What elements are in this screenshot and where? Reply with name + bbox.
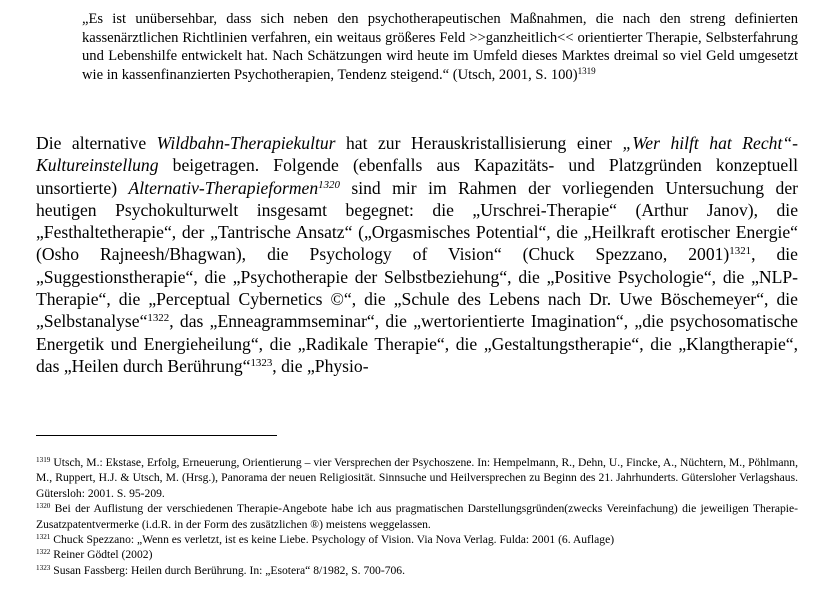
body-italic: Wildbahn-Therapiekultur bbox=[156, 133, 336, 153]
body-text: , die „Suggestionstherapie“, die „Psychotherapie der Selbstbeziehung“, die „Positive Psychologie“, die „NLP-Therapie“, die „Perceptual Cybernetics ©“, die „Schule des Lebens nach Dr. Uwe Böschemeyer“, die „Selbstanalyse“ bbox=[36, 244, 798, 332]
footnotes bbox=[36, 455, 798, 578]
footnote-separator bbox=[36, 435, 277, 436]
body-italic: Alternativ-Therapieformen bbox=[128, 177, 319, 198]
body-text: beigetragen. Folgende (ebenfalls aus Kapazitäts- und Platzgründen konzeptuell unsortierte) bbox=[36, 155, 798, 198]
block-quote bbox=[82, 10, 798, 84]
footnote-number: 1319 bbox=[36, 456, 51, 465]
body-text: sind mir im Rahmen der vorliegenden Untersuchung der heutigen Psychokulturwelt insgesamt begegnet: die „Urschrei-Therapie“ (Arthur Janov), die „Festhaltetherapie“, der „Tantrische Ansatz“ („Orgasmisches Potential“, die „Heilkraft erotischer Energie“ (Osho Rajneesh/Bhagwan), die Psychology of Vision“ (Chuck Spezzano, 2001) bbox=[36, 177, 798, 265]
footnote-text: Bei der Auflistung der verschiedenen Therapie-Angebote habe ich aus pragmatischen Darstellungsgründen(zwecks Vereinfachung) die jeweiligen Therapie-Zusatzpatentvermerke (i.d.R. in der Form des zusätzlichen ®) meistens weggelassen. bbox=[36, 502, 798, 531]
footnote bbox=[36, 455, 798, 501]
footnote-ref-1320[interactable] bbox=[318, 179, 340, 191]
footnote-text: Susan Fassberg: Heilen durch Berührung. In: „Esotera“ 8/1982, S. 700-706. bbox=[50, 563, 405, 577]
footnote bbox=[36, 532, 798, 547]
footnote-ref-1322[interactable]: 1322 bbox=[147, 312, 170, 325]
footnote-number: 1322 bbox=[36, 548, 51, 557]
footnote-text: Chuck Spezzano: „Wenn es verletzt, ist es keine Liebe. Psychology of Vision. Via Nova Verlag. Fulda: 2001 (6. Auflage) bbox=[50, 533, 615, 547]
footnote-ref-1321[interactable]: 1321 bbox=[729, 245, 752, 258]
body-text: hat zur Herauskristallisierung einer bbox=[335, 133, 623, 153]
footnote bbox=[36, 547, 798, 562]
quote-text: „Es ist unübersehbar, dass sich neben den psychotherapeutischen Maßnahmen, die nach den streng definierten kassenärztlichen Richtlinien verfahren, ein weitaus größeres Feld >>ganzheitlich<< orientierter Therapie, Selbsterfahrung und Lebenshilfe entwickelt hat. Nach Schätzungen wird heute im Umfeld dieses Marktes dreimal so viel Geld umgesetzt wie in kassenfinanzierten Psychotherapien, Tendenz steigend.“ (Utsch, 2001, S. 100) bbox=[82, 11, 798, 83]
body-text: , das „Enneagrammseminar“, die „wertorientierte Imagination“, „die psychosomatische Energetik und Energieheilung“, die „Radikale Therapie“, die „Gestaltungstherapie“, die „Klangtherapie“, das „Heilen durch Berührung“ bbox=[36, 311, 798, 376]
body-paragraph bbox=[36, 132, 798, 377]
footnote-text: Utsch, M.: Ekstase, Erfolg, Erneuerung, Orientierung – vier Versprechen der Psychoszene. In: Hempelmann, R., Dehn, U., Fincke, A., Nüchtern, M., Pöhlmann, M., Ruppert, H.J. & Utsch, M. (Hrsg.), Panorama der neuen Religiosität. Sinnsuche und Heilversprechen zu Beginn des 21. Jahrhunderts. Gütersloher Verlagshaus. Gütersloh: 2001. S. 95-209. bbox=[36, 456, 798, 500]
body-italic: „Wer hilft hat Recht“-Kultureinstellung bbox=[36, 133, 798, 176]
footnote-number: 1323 bbox=[36, 563, 51, 572]
body-text: Die alternative bbox=[36, 133, 157, 153]
footnote-ref-1323[interactable]: 1323 bbox=[250, 356, 273, 369]
footnote-number: 1320 bbox=[36, 502, 51, 511]
footnote-ref-1320-number: 1320 bbox=[318, 178, 340, 191]
footnote-text: Reiner Gödtel (2002) bbox=[50, 548, 153, 562]
body-text: , die „Physio- bbox=[272, 355, 369, 376]
footnote bbox=[36, 501, 798, 532]
footnote-ref-1319[interactable]: 1319 bbox=[577, 65, 596, 76]
footnote-number: 1321 bbox=[36, 533, 51, 542]
footnote bbox=[36, 563, 798, 578]
